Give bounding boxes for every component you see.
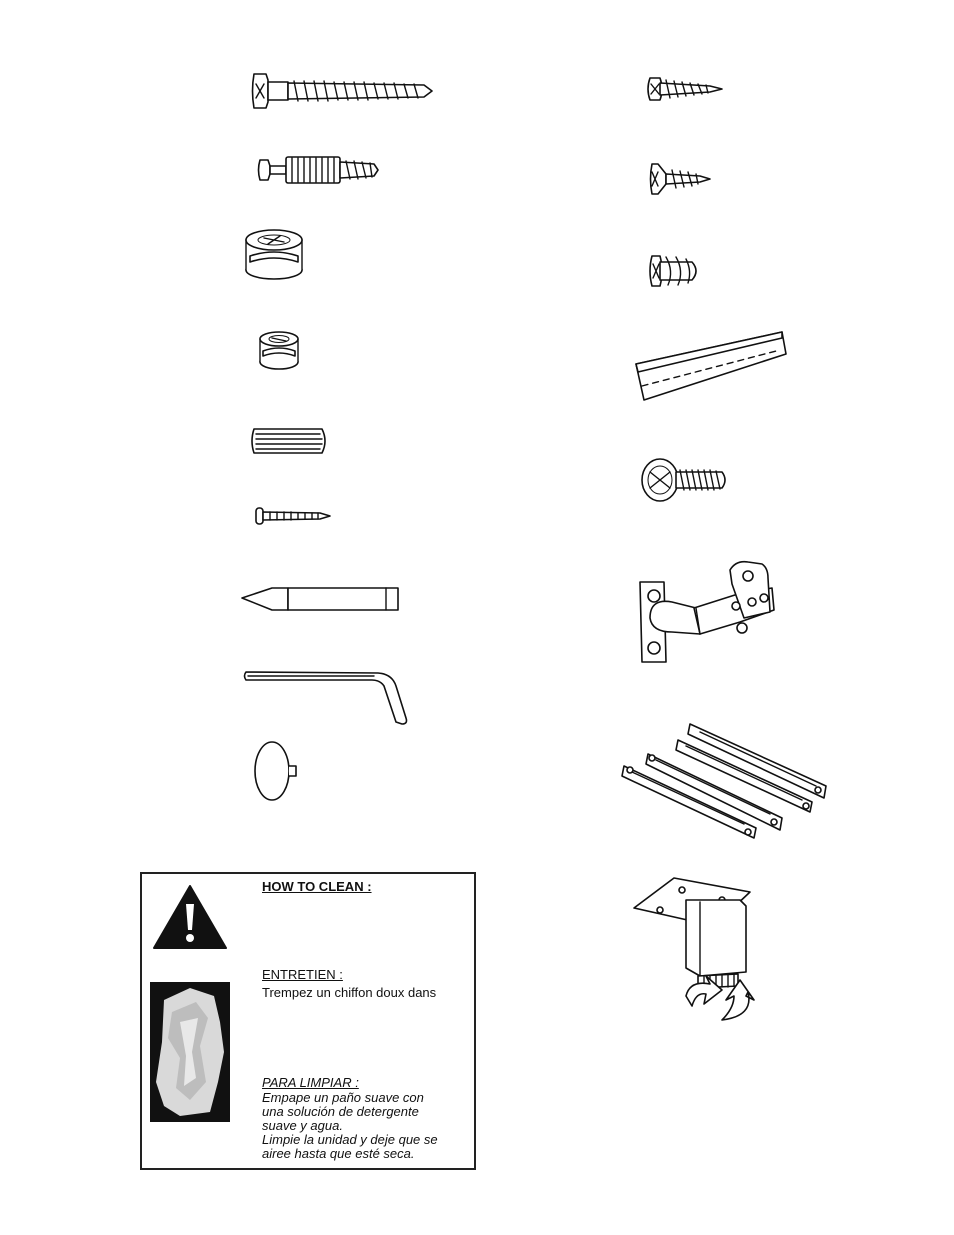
warning-icon: [152, 882, 228, 952]
limpiar-line: suave y agua.: [262, 1118, 343, 1133]
drawer-slides-icon: [620, 720, 830, 840]
limpiar-line: Limpie la unidad y deje que se: [262, 1132, 438, 1147]
wood-dowel-icon: [248, 426, 332, 456]
flat-head-screw-icon: [648, 162, 714, 196]
drywall-anchor-icon: [648, 252, 704, 290]
how-to-clean-title: HOW TO CLEAN :: [262, 879, 372, 894]
hanging-rail-icon: [632, 328, 790, 404]
limpiar-line: una solución de detergente: [262, 1104, 419, 1119]
nail-icon: [254, 506, 334, 526]
machine-bolt-icon: [640, 456, 732, 504]
adjustable-leg-icon: [630, 876, 762, 1026]
allen-key-icon: [242, 668, 414, 730]
para-limpiar-text: [262, 1091, 462, 1161]
entretien-text: Trempez un chiffon doux dans: [262, 985, 437, 1000]
cam-bolt-icon: [256, 152, 386, 188]
touch-up-marker-icon: [238, 584, 404, 614]
pan-head-screw-icon: [644, 72, 728, 106]
limpiar-line: Empape un paño suave con: [262, 1090, 424, 1105]
cover-cap-icon: [252, 738, 302, 804]
long-bolt-icon: [248, 70, 438, 112]
limpiar-line: airee hasta que esté seca.: [262, 1146, 415, 1161]
care-instructions-box: [140, 872, 476, 1170]
small-cam-lock-icon: [255, 328, 305, 372]
para-limpiar-title: PARA LIMPIAR :: [262, 1075, 359, 1090]
cloth-image: [150, 982, 230, 1122]
cabinet-hinge-icon: [636, 558, 780, 668]
entretien-title: ENTRETIEN :: [262, 967, 343, 982]
large-cam-lock-icon: [240, 226, 310, 284]
